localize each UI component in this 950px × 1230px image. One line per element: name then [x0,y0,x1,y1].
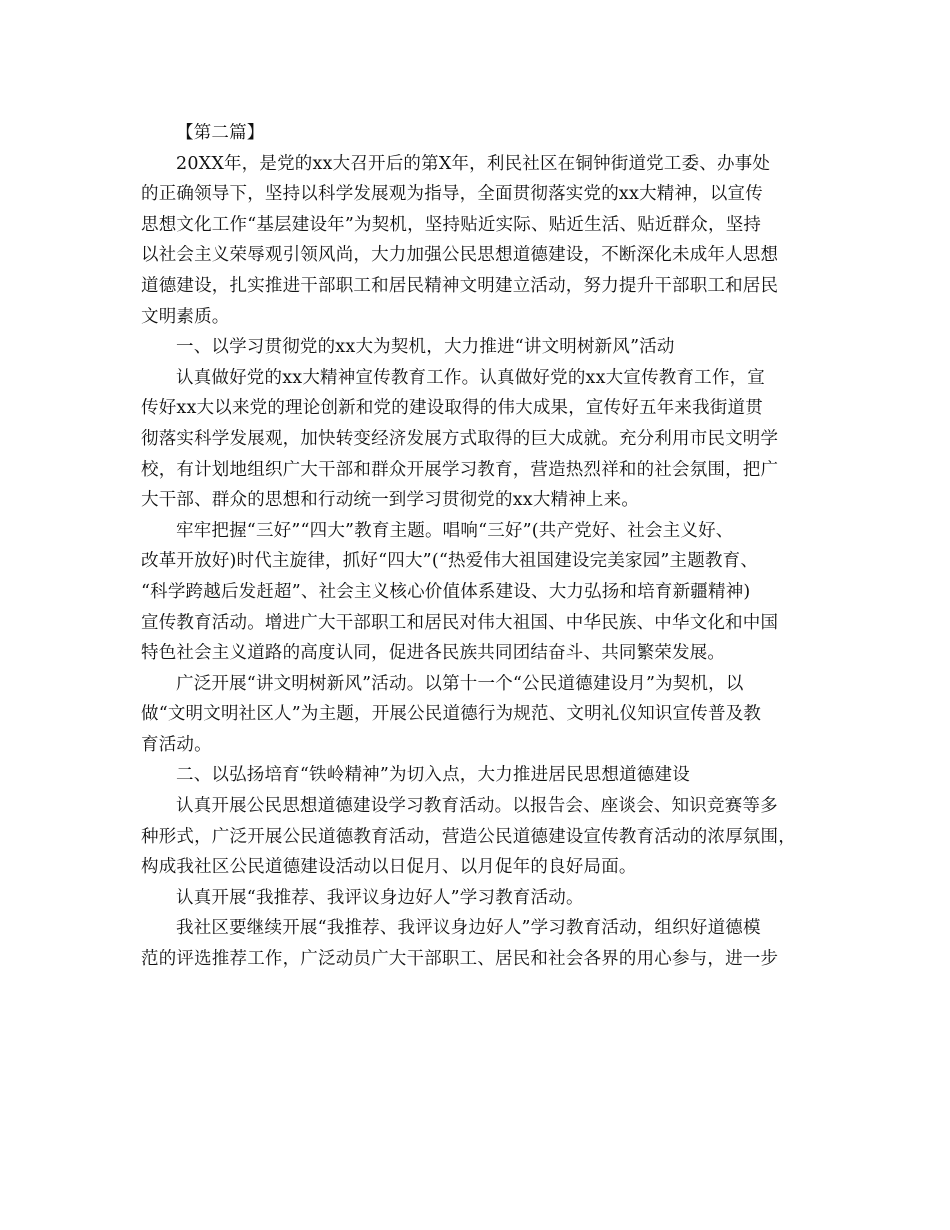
text-line: 范的评选推荐工作，广泛动员广大干部职工、居民和社会各界的用心参与，进一步 [141,949,779,970]
text-line: 一、以学习贯彻党的xx大为契机，大力推进“讲文明树新风”活动 [176,337,675,358]
text-line: 认真做好党的xx大精神宣传教育工作。认真做好党的xx大宣传教育工作，宣 [176,367,765,388]
text-line: 认真开展“我推荐、我评议身边好人”学习教育活动。 [176,887,584,908]
text-line: 大干部、群众的思想和行动统一到学习贯彻党的xx大精神上来。 [141,490,640,511]
document-body [141,118,811,975]
text-line: 做“文明文明社区人”为主题，开展公民道德行为规范、文明礼仪知识宣传普及教 [141,704,762,725]
text-line: 宣传教育活动。增进广大干部职工和居民对伟大祖国、中华民族、中华文化和中国 [141,612,779,633]
text-line: 改革开放好)时代主旋律，抓好“四大”(“热爱伟大祖国建设完美家园”主题教育、 [141,551,759,572]
text-line: 20XX年，是党的xx大召开后的第X年，利民社区在铜钟街道党工委、办事处 [176,153,771,174]
text-line: 二、以弘扬培育“铁岭精神”为切入点，大力推进居民思想道德建设 [176,765,690,786]
text-line: 广泛开展“讲文明树新风”活动。以第十一个“公民道德建设月”为契机，以 [176,673,744,694]
text-line: 育活动。 [141,734,212,755]
text-line: 思想文化工作“基层建设年”为契机，坚持贴近实际、贴近生活、贴近群众，坚持 [141,214,762,235]
text-line: 道德建设，扎实推进干部职工和居民精神文明建立活动，努力提升干部职工和居民 [141,275,779,296]
text-line: 我社区要继续开展“我推荐、我评议身边好人”学习教育活动，组织好道德模 [176,918,761,939]
text-line: 认真开展公民思想道德建设学习教育活动。以报告会、座谈会、知识竞赛等多 [176,796,778,817]
text-line: “科学跨越后发赶超”、社会主义核心价值体系建设、大力弘扬和培育新疆精神) [141,581,751,602]
text-line: 校，有计划地组织广大干部和群众开展学习教育，营造热烈祥和的社会氛围，把广 [141,459,779,480]
text-line: 文明素质。 [141,306,230,327]
text-line: 以社会主义荣辱观引领风尚，大力加强公民思想道德建设，不断深化未成年人思想 [141,245,779,266]
section-heading: 【第二篇】 [176,123,265,143]
text-line: 彻落实科学发展观，加快转变经济发展方式取得的巨大成就。充分利用市民文明学 [141,428,779,449]
text-line: 传好xx大以来党的理论创新和党的建设取得的伟大成果，宣传好五年来我街道贯 [141,398,763,419]
text-line: 的正确领导下，坚持以科学发展观为指导，全面贯彻落实党的xx大精神，以宣传 [141,184,763,205]
text-line: 牢牢把握“三好”“四大”教育主题。唱响“三好”(共产党好、社会主义好、 [176,520,734,541]
text-line: 构成我社区公民道德建设活动以日促月、以月促年的良好局面。 [141,857,637,878]
text-line: 特色社会主义道路的高度认同，促进各民族共同团结奋斗、共同繁荣发展。 [141,643,726,664]
text-line: 种形式，广泛开展公民道德教育活动，营造公民道德建设宣传教育活动的浓厚氛围， [141,826,796,847]
